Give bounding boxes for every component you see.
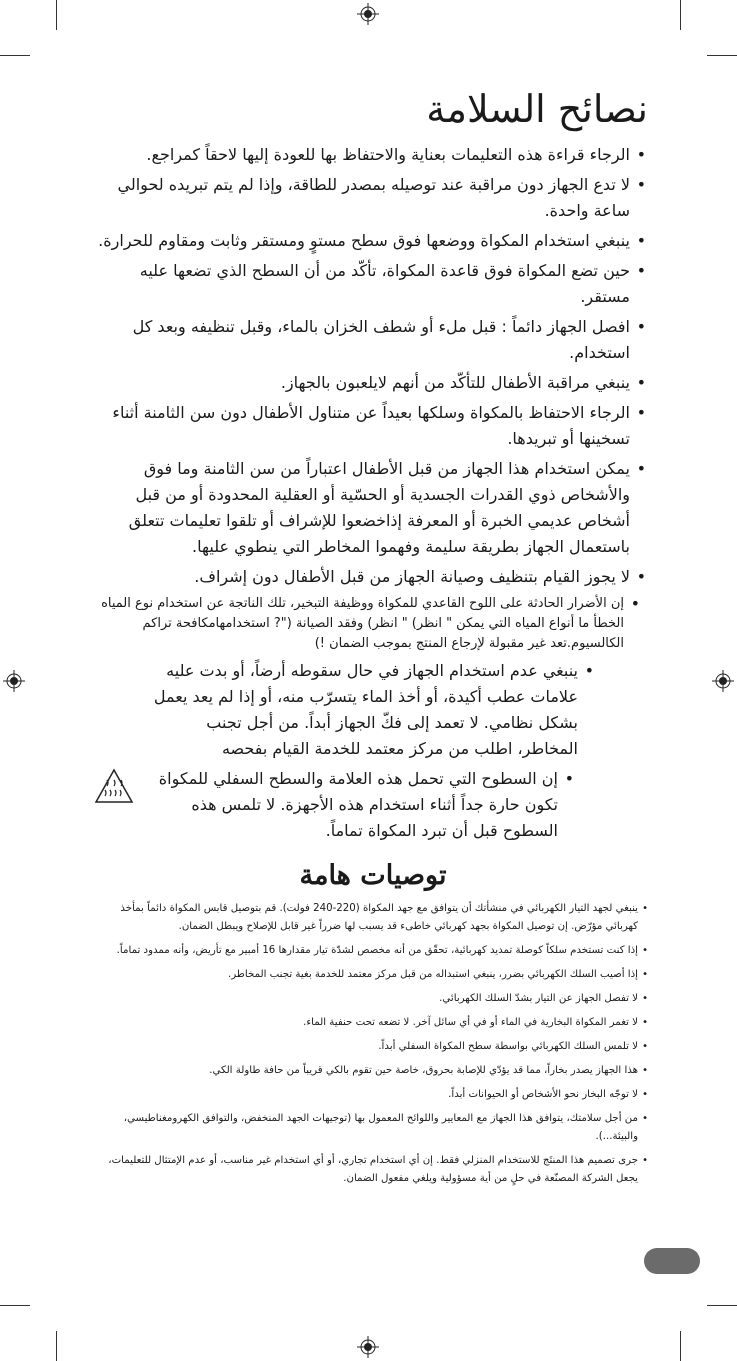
list-item: • لا يجوز القيام بتنظيف وصيانة الجهاز من قبل الأطفال دون إشراف.	[98, 564, 648, 590]
registration-mark-icon	[357, 1336, 379, 1358]
registration-mark-icon	[3, 670, 25, 692]
page-title: نصائح السلامة	[426, 87, 648, 131]
list-item: • لا تغمر المكواة البخارية في الماء أو في أي سائل آخر. لا تضعه تحت حنفية الماء.	[98, 1014, 648, 1032]
fall-warning-item: • ينبغي عدم استخدام الجهاز في حال سقوطه أرضاً، أو بدت عليه علامات عطب أكيدة، أو أخذ الماء يتسرّب منه، أو إذا لم يعد يعمل بشكل نظامي. لا تعمد إلى فكّ الجهاز أبداً. من أجل تجنب المخاطر، اطلب من مركز معتمد للخدمة القيام بفحصه	[146, 658, 596, 762]
crop-mark	[707, 1305, 737, 1306]
list-item: • إذا أصيب السلك الكهربائي بضرر، ينبغي استبداله من قبل مركز معتمد للخدمة بغية تجنب المخاطر.	[98, 966, 648, 984]
list-item: • هذا الجهاز يصدر بخاراً، مما قد يؤدّي للإصابة بحروق، خاصة حين تقوم بالكي قريباً من حافة طاولة الكي.	[98, 1062, 648, 1080]
list-item: • ينبغي لجهد التيار الكهربائي في منشأتك أن يتوافق مع جهد المكواة (220-240 فولت). قم بتوصيل قابس المكواة دائماً بمأخذ كهربائي مؤرّض. إن توصيل المكواة بجهد كهربائي خاطىء قد يسبب لها ضرراً غير قابل للإصلاح ويبطل الضمان.	[98, 900, 648, 936]
list-item: • حين تضع المكواة فوق قاعدة المكواة، تأكّد من أن السطح الذي تضعها عليه مستقر.	[98, 258, 648, 310]
crop-mark	[0, 55, 30, 56]
crop-mark	[680, 1331, 681, 1361]
list-item: • لا تفصل الجهاز عن التيار بشدّ السلك الكهربائي.	[98, 990, 648, 1008]
crop-mark	[707, 55, 737, 56]
section-subtitle: توصيات هامة	[299, 860, 447, 891]
hot-surface-text: إن السطوح التي تحمل هذه العلامة والسطح السفلي للمكواة تكون حارة جداً أثناء استخدام هذه الأجهزة. لا تلمس هذه السطوح قبل أن تبرد المكواة تماماً.	[158, 769, 558, 840]
page-tab-marker	[644, 1248, 700, 1274]
list-item: • الرجاء الاحتفاظ بالمكواة وسلكها بعيداً عن متناول الأطفال دون سن الثامنة أثناء تسخينها أو تبريدها.	[98, 400, 648, 452]
list-item: • إذا كنت تستخدم سلكاً كوصلة تمديد كهربائية، تحقّق من أنه مخصص لشدّة تيار مقدارها 16 أمبير مع تأريض، وأنه ممدود تماماً.	[98, 942, 648, 960]
list-item: • ينبغي استخدام المكواة ووضعها فوق سطح مستوٍ ومستقر وثابت ومقاوم للحرارة.	[98, 228, 648, 254]
list-item: • لا تدع الجهاز دون مراقبة عند توصيله بمصدر للطاقة، وإذا لم يتم تبريده لحوالي ساعة واحدة.	[98, 172, 648, 224]
list-item: • لا تلمس السلك الكهربائي بواسطة سطح المكواة السفلي أبداً.	[98, 1038, 648, 1056]
crop-mark	[0, 1305, 30, 1306]
registration-mark-icon	[357, 3, 379, 25]
list-item: • ينبغي مراقبة الأطفال للتأكّد من أنهم لايلعبون بالجهاز.	[98, 370, 648, 396]
registration-mark-icon	[712, 670, 734, 692]
tips-list	[98, 900, 648, 1188]
list-item: • الرجاء قراءة هذه التعليمات بعناية والاحتفاظ بها للعودة إليها لاحقاً كمراجع.	[98, 142, 648, 168]
list-item: • من أجل سلامتك، يتوافق هذا الجهاز مع المعايير واللوائح المعمول بها (توجيهات الجهد المنخفض، والتوافق الكهرومغناطيسي، والبيئة...).	[98, 1110, 648, 1146]
list-item: • يمكن استخدام هذا الجهاز من قبل الأطفال اعتباراً من سن الثامنة وما فوق والأشخاص ذوي القدرات الجسدية أو الحسّية أو العقلية المحدودة أو من قبل أشخاص عديمي الخبرة أو المعرفة إذاخضعوا للإشراف أو تلقوا تعليمات تتعلق باستعمال الجهاز بطريقة سليمة وفهموا المخاطر التي ينطوي عليها.	[98, 456, 648, 560]
list-item: • لا توجّه البخار نحو الأشخاص أو الحيوانات أبداً.	[98, 1086, 648, 1104]
crop-mark	[56, 1331, 57, 1361]
list-item: • جرى تصميم هذا المنتَج للاستخدام المنزلي فقط. إن أي استخدام تجاري، أو أي استخدام غير مناسب، أو عدم الإمتثال للتعليمات، يجعل الشركة المصنّعة في حلٍ من أية مسؤولية ويلغي مفعول الضمان.	[98, 1152, 648, 1188]
damage-warning-item: • إن الأضرار الحادثة على اللوح القاعدي للمكواة ووظيفة التبخير، تلك الناتجة عن استخدام نوع المياه الخطأ ما أنواع المياه التي يمكن " انظر) " انظر) وفقد الصيانة ("? استخدامهامكافحة تراكم الكالسيوم.تعد غير مقبولة لإرجاع المنتج بموجب الضمان !)	[98, 594, 642, 654]
list-item: • افصل الجهاز دائماً : قبل ملء أو شطف الخزان بالماء، وقبل تنظيفه وبعد كل استخدام.	[98, 314, 648, 366]
hot-surface-item	[98, 766, 576, 844]
safety-list	[98, 142, 648, 844]
crop-mark	[680, 0, 681, 30]
document-page	[98, 84, 648, 1194]
crop-mark	[56, 0, 57, 30]
hot-surface-icon	[94, 768, 134, 804]
